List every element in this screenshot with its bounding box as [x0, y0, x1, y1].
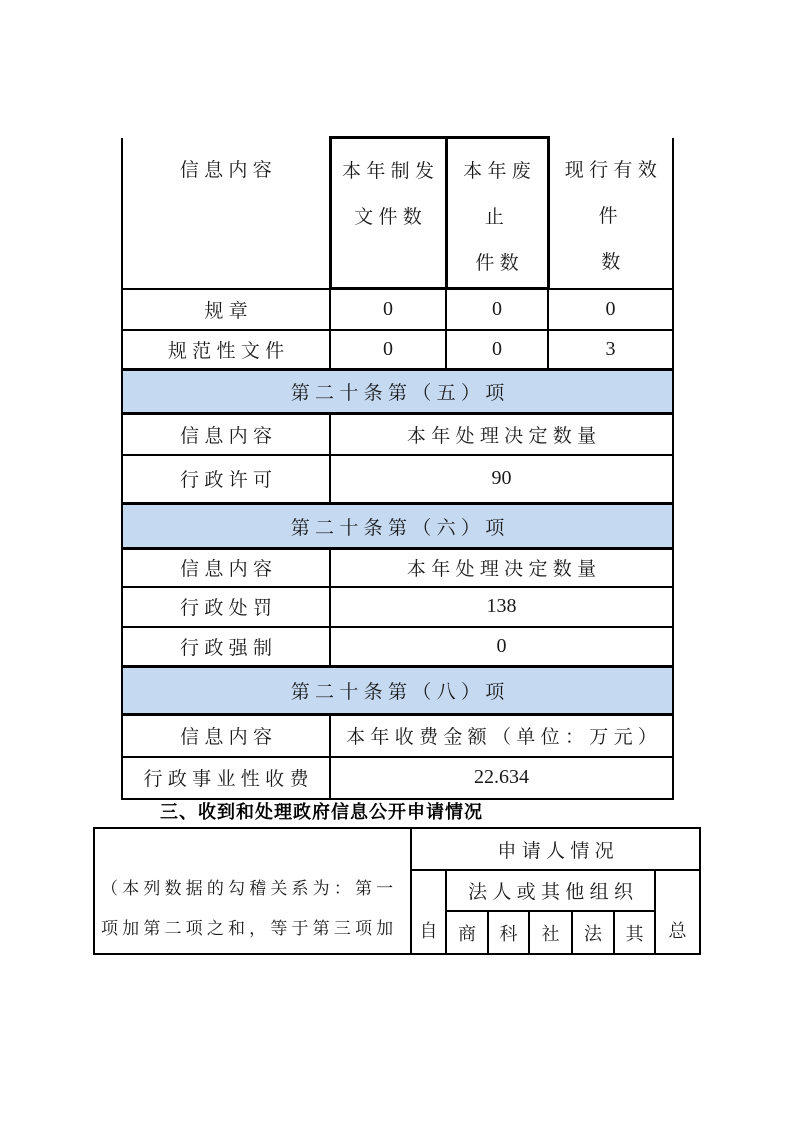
- col-natural-person: 自: [411, 870, 446, 954]
- header-info-content: [122, 138, 330, 289]
- table-row: [122, 549, 673, 587]
- col-other-org: 其: [614, 911, 655, 954]
- row-label: 规范性文件: [122, 330, 330, 370]
- cell-value: 0: [330, 627, 673, 667]
- reconciliation-note-cell: [94, 828, 411, 954]
- header-repealed-line1: 本年废止: [463, 161, 537, 228]
- row-label: 规章: [122, 289, 330, 330]
- statute-stats-table: [121, 136, 674, 800]
- cell-value: 0: [548, 289, 673, 330]
- cell-value: 0: [446, 289, 548, 330]
- section-title-item8: 第二十条第（八）项: [122, 667, 673, 715]
- header-effective-line1: 现行有效件: [564, 159, 663, 227]
- statute-stats-table-wrap: [121, 136, 674, 800]
- cell-value: 0: [446, 330, 548, 370]
- table-row: [122, 370, 673, 414]
- section-heading-applications: 三、收到和处理政府信息公开申请情况: [160, 802, 483, 822]
- table-row: [122, 504, 673, 549]
- col-research: 科: [488, 911, 529, 954]
- header-issued-line1: 本年制发: [342, 161, 440, 182]
- cell-value: 3: [548, 330, 673, 370]
- section-title-item6: 第二十条第（六）项: [122, 504, 673, 549]
- row-label: 行政事业性收费: [122, 757, 330, 799]
- header-effective-line2: 数: [601, 251, 626, 273]
- row-label: 行政处罚: [122, 587, 330, 627]
- table-row: [122, 414, 673, 455]
- applications-table-wrap: [93, 827, 701, 955]
- section6-header-value: 本年处理决定数量: [330, 549, 673, 587]
- header-issued-count: [330, 138, 446, 289]
- table-row: [122, 715, 673, 757]
- section5-header-label: 信息内容: [122, 414, 330, 455]
- applications-table: [93, 827, 701, 955]
- cell-value: 90: [330, 455, 673, 504]
- cell-value: 138: [330, 587, 673, 627]
- header-repealed-line2: 件数: [475, 253, 524, 274]
- row-label: 行政许可: [122, 455, 330, 504]
- section8-header-value: 本年收费金额（单位：万元）: [330, 715, 673, 757]
- col-legal-service: 法: [572, 911, 614, 954]
- table-row: [122, 138, 673, 289]
- header-repealed-count: [446, 138, 548, 289]
- section6-header-label: 信息内容: [122, 549, 330, 587]
- table-row: [122, 330, 673, 370]
- legal-org-header: 法人或其他组织: [446, 870, 655, 911]
- table-row: [122, 455, 673, 504]
- table-row: [122, 757, 673, 799]
- applicant-type-header: 申请人情况: [411, 828, 700, 870]
- table-row: [122, 627, 673, 667]
- cell-value: 0: [330, 289, 446, 330]
- col-commercial: 商: [446, 911, 488, 954]
- header-effective-count: [548, 138, 673, 289]
- table-row: [94, 828, 700, 870]
- table-row: [122, 587, 673, 627]
- header-info-content-label: 信息内容: [179, 159, 278, 181]
- table-row: [122, 667, 673, 715]
- col-social: 社: [529, 911, 572, 954]
- note-line1: （本列数据的勾稽关系为：第一: [101, 879, 398, 898]
- cell-value: 22.634: [330, 757, 673, 799]
- note-line2: 项加第二项之和，等于第三项加: [101, 919, 398, 938]
- section-title-item5: 第二十条第（五）项: [122, 370, 673, 414]
- col-total: 总: [655, 870, 700, 954]
- header-issued-line2: 文件数: [354, 207, 428, 228]
- section8-header-label: 信息内容: [122, 715, 330, 757]
- row-label: 行政强制: [122, 627, 330, 667]
- table-row: [122, 289, 673, 330]
- cell-value: 0: [330, 330, 446, 370]
- section5-header-value: 本年处理决定数量: [330, 414, 673, 455]
